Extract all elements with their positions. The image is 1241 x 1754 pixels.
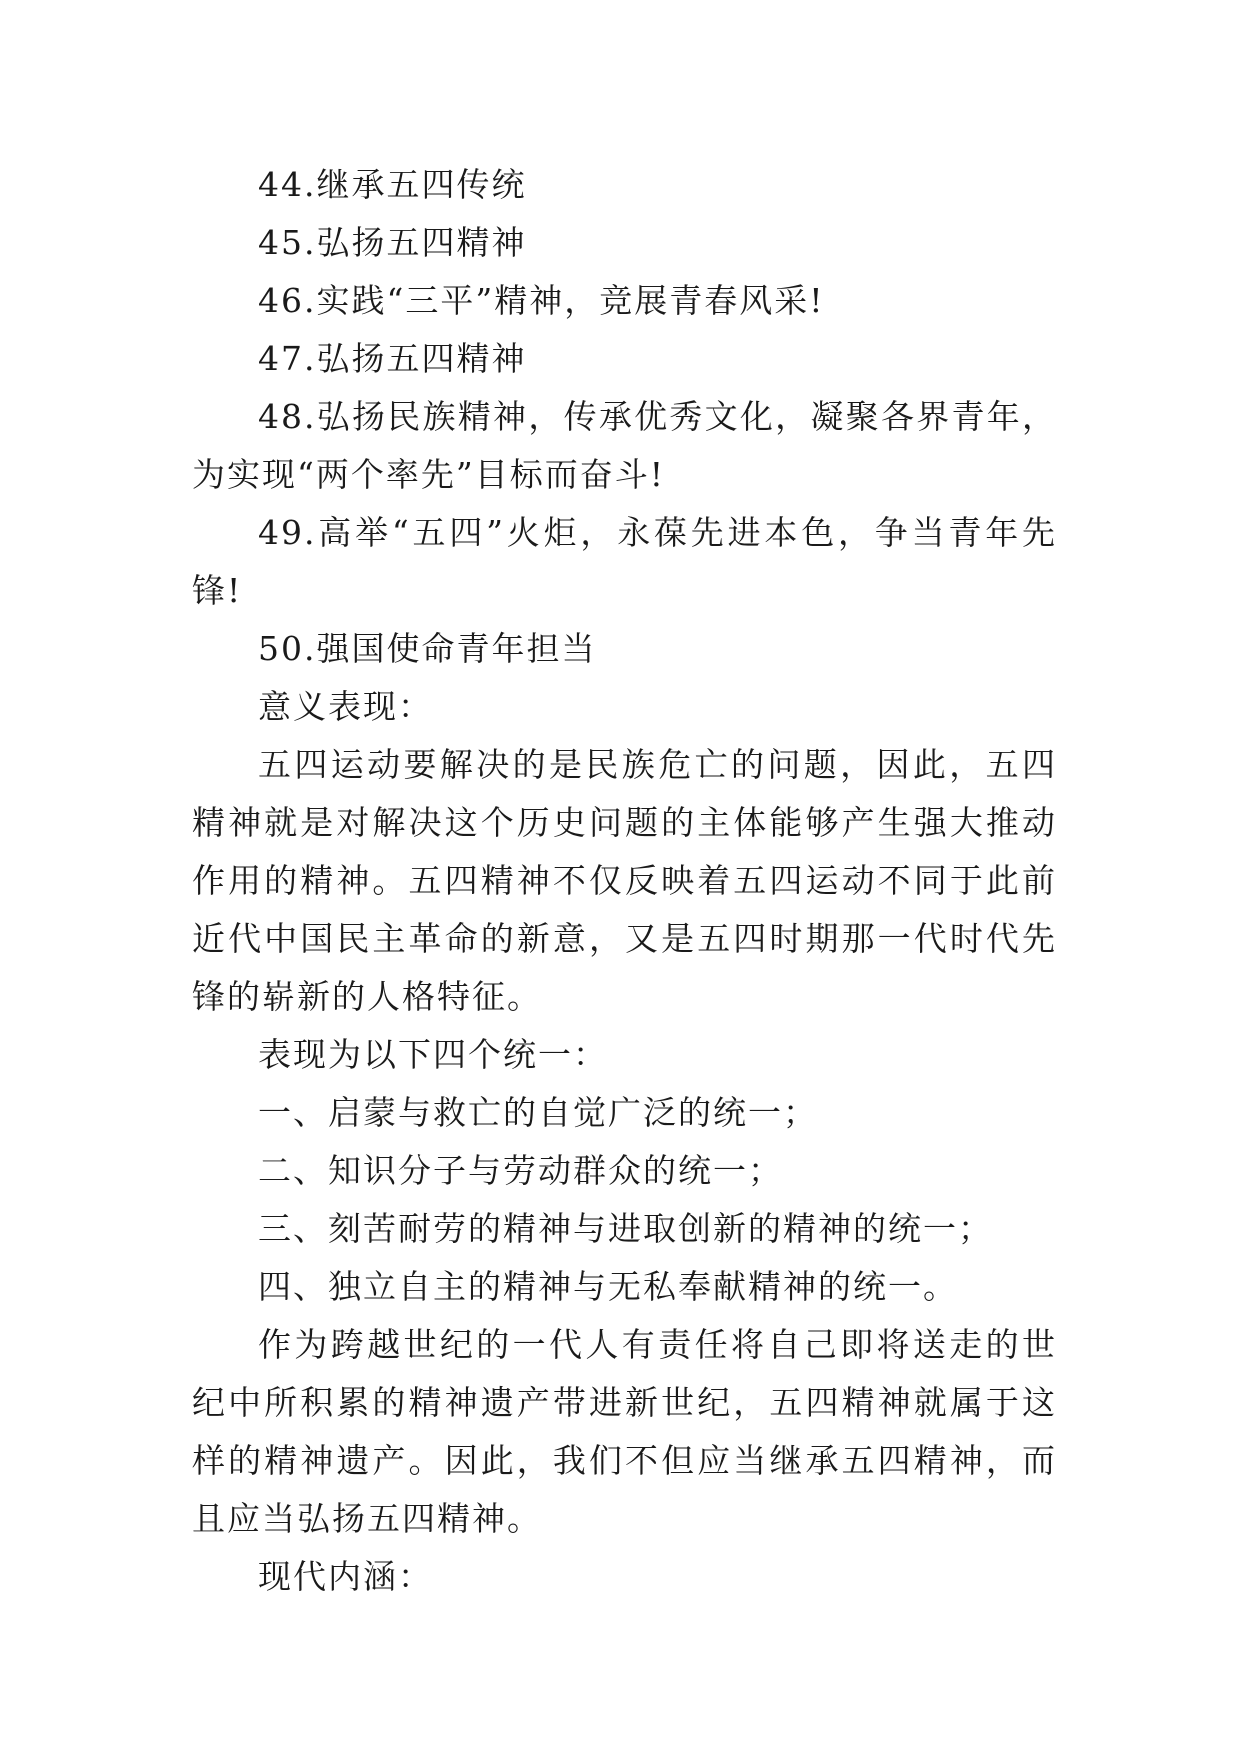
slogan-47: 47.弘扬五四精神	[258, 339, 527, 378]
list-item-4: 四、独立自主的精神与无私奉献精神的统一。	[258, 1267, 958, 1306]
list-item-1: 一、启蒙与救亡的自觉广泛的统一；	[258, 1093, 818, 1132]
slogan-45: 45.弘扬五四精神	[258, 223, 527, 262]
list-intro: 表现为以下四个统一：	[258, 1035, 608, 1074]
paragraph-legacy: 作为跨越世纪的一代人有责任将自己即将送走的世纪中所积累的精神遗产带进新世纪，五四精神就属于这样的精神遗产。因此，我们不但应当继承五四精神，而且应当弘扬五四精神。	[192, 1325, 1057, 1538]
slogan-50: 50.强国使命青年担当	[258, 629, 597, 668]
document-body	[192, 156, 1057, 1606]
section-heading-significance: 意义表现：	[258, 687, 433, 726]
list-item-2: 二、知识分子与劳动群众的统一；	[258, 1151, 783, 1190]
list-item-3: 三、刻苦耐劳的精神与进取创新的精神的统一；	[258, 1209, 993, 1248]
slogan-48: 48.弘扬民族精神，传承优秀文化，凝聚各界青年，为实现“两个率先”目标而奋斗!	[192, 397, 1057, 494]
paragraph-significance: 五四运动要解决的是民族危亡的问题，因此，五四精神就是对解决这个历史问题的主体能够产生强大推动作用的精神。五四精神不仅反映着五四运动不同于此前近代中国民主革命的新意，又是五四时期那一代时代先锋的崭新的人格特征。	[192, 745, 1057, 1016]
slogan-49: 49.高举“五四”火炬，永葆先进本色，争当青年先锋!	[192, 513, 1057, 610]
slogan-44: 44.继承五四传统	[258, 165, 527, 204]
slogan-46: 46.实践“三平”精神，竞展青春风采!	[258, 281, 825, 320]
section-heading-modern: 现代内涵：	[258, 1557, 433, 1596]
